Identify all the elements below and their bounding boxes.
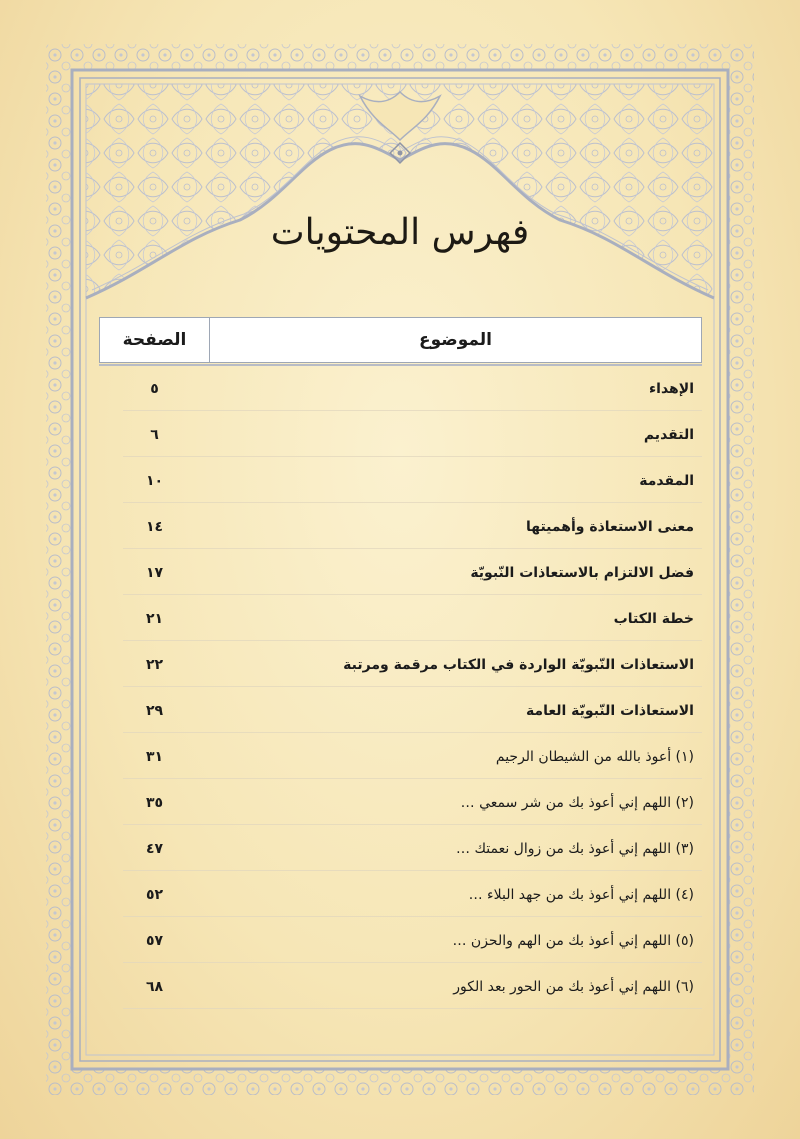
row-divider (123, 962, 702, 963)
entry-topic: (٤) اللهم إني أعوذ بك من جهد البلاء … (468, 887, 694, 903)
entry-topic: (٥) اللهم إني أعوذ بك من الهم والحزن … (452, 933, 694, 949)
table-row[interactable] (99, 597, 702, 641)
entry-topic: (١) أعوذ بالله من الشيطان الرجيم (495, 749, 694, 765)
table-row[interactable] (99, 459, 702, 503)
entry-topic: معنى الاستعاذة وأهميتها (525, 519, 694, 535)
table-row[interactable] (99, 873, 702, 917)
row-divider (123, 824, 702, 825)
row-divider (123, 732, 702, 733)
header-divider (99, 364, 702, 366)
entry-page: ١٠ (145, 473, 164, 489)
column-header-page (99, 317, 210, 363)
entry-page: ٢٢ (145, 657, 164, 673)
entry-topic: خطة الكتاب (613, 611, 694, 627)
entry-topic: الاستعاذات النّبويّة الواردة في الكتاب مرقمة ومرتبة (343, 657, 694, 673)
entry-topic: الاستعاذات النّبويّة العامة (525, 703, 694, 719)
entry-topic: المقدمة (639, 473, 694, 489)
row-divider (123, 594, 702, 595)
table-row[interactable] (99, 689, 702, 733)
entry-page: ٦٨ (145, 979, 164, 995)
entry-page: ٥ (150, 381, 159, 397)
column-header-page-label: الصفحة (122, 330, 187, 350)
entry-page: ٥٧ (145, 933, 164, 949)
row-divider (123, 640, 702, 641)
row-divider (123, 870, 702, 871)
page-title: فهرس المحتويات (270, 212, 530, 253)
table-row[interactable] (99, 413, 702, 457)
entry-page: ١٤ (145, 519, 164, 535)
table-row[interactable] (99, 827, 702, 871)
column-header-topic-label: الموضوع (419, 330, 492, 350)
table-row[interactable] (99, 551, 702, 595)
entry-topic: فضل الالتزام بالاستعاذات النّبويّة (470, 565, 694, 581)
row-divider (123, 686, 702, 687)
entry-page: ٤٧ (145, 841, 164, 857)
entry-page: ٥٢ (145, 887, 164, 903)
entry-page: ٢٩ (145, 703, 164, 719)
table-row[interactable] (99, 965, 702, 1009)
table-row[interactable] (99, 735, 702, 779)
entry-topic: (٣) اللهم إني أعوذ بك من زوال نعمتك … (456, 841, 694, 857)
entry-page: ٣٥ (145, 795, 164, 811)
table-row[interactable] (99, 367, 702, 411)
row-divider (123, 410, 702, 411)
table-row[interactable] (99, 643, 702, 687)
table-row[interactable] (99, 919, 702, 963)
row-divider (123, 548, 702, 549)
row-divider (123, 1008, 702, 1009)
table-row[interactable] (99, 505, 702, 549)
entry-topic: (٢) اللهم إني أعوذ بك من شر سمعي … (460, 795, 694, 811)
row-divider (123, 502, 702, 503)
row-divider (123, 778, 702, 779)
entry-topic: الإهداء (649, 381, 694, 397)
entry-page: ٣١ (145, 749, 164, 765)
entry-topic: التقديم (643, 427, 694, 443)
row-divider (123, 456, 702, 457)
entry-page: ١٧ (145, 565, 164, 581)
column-header-topic (209, 317, 702, 363)
entry-page: ٢١ (145, 611, 164, 627)
entry-topic: (٦) اللهم إني أعوذ بك من الحور بعد الكور (453, 979, 694, 995)
entry-page: ٦ (150, 427, 159, 443)
table-row[interactable] (99, 781, 702, 825)
row-divider (123, 916, 702, 917)
